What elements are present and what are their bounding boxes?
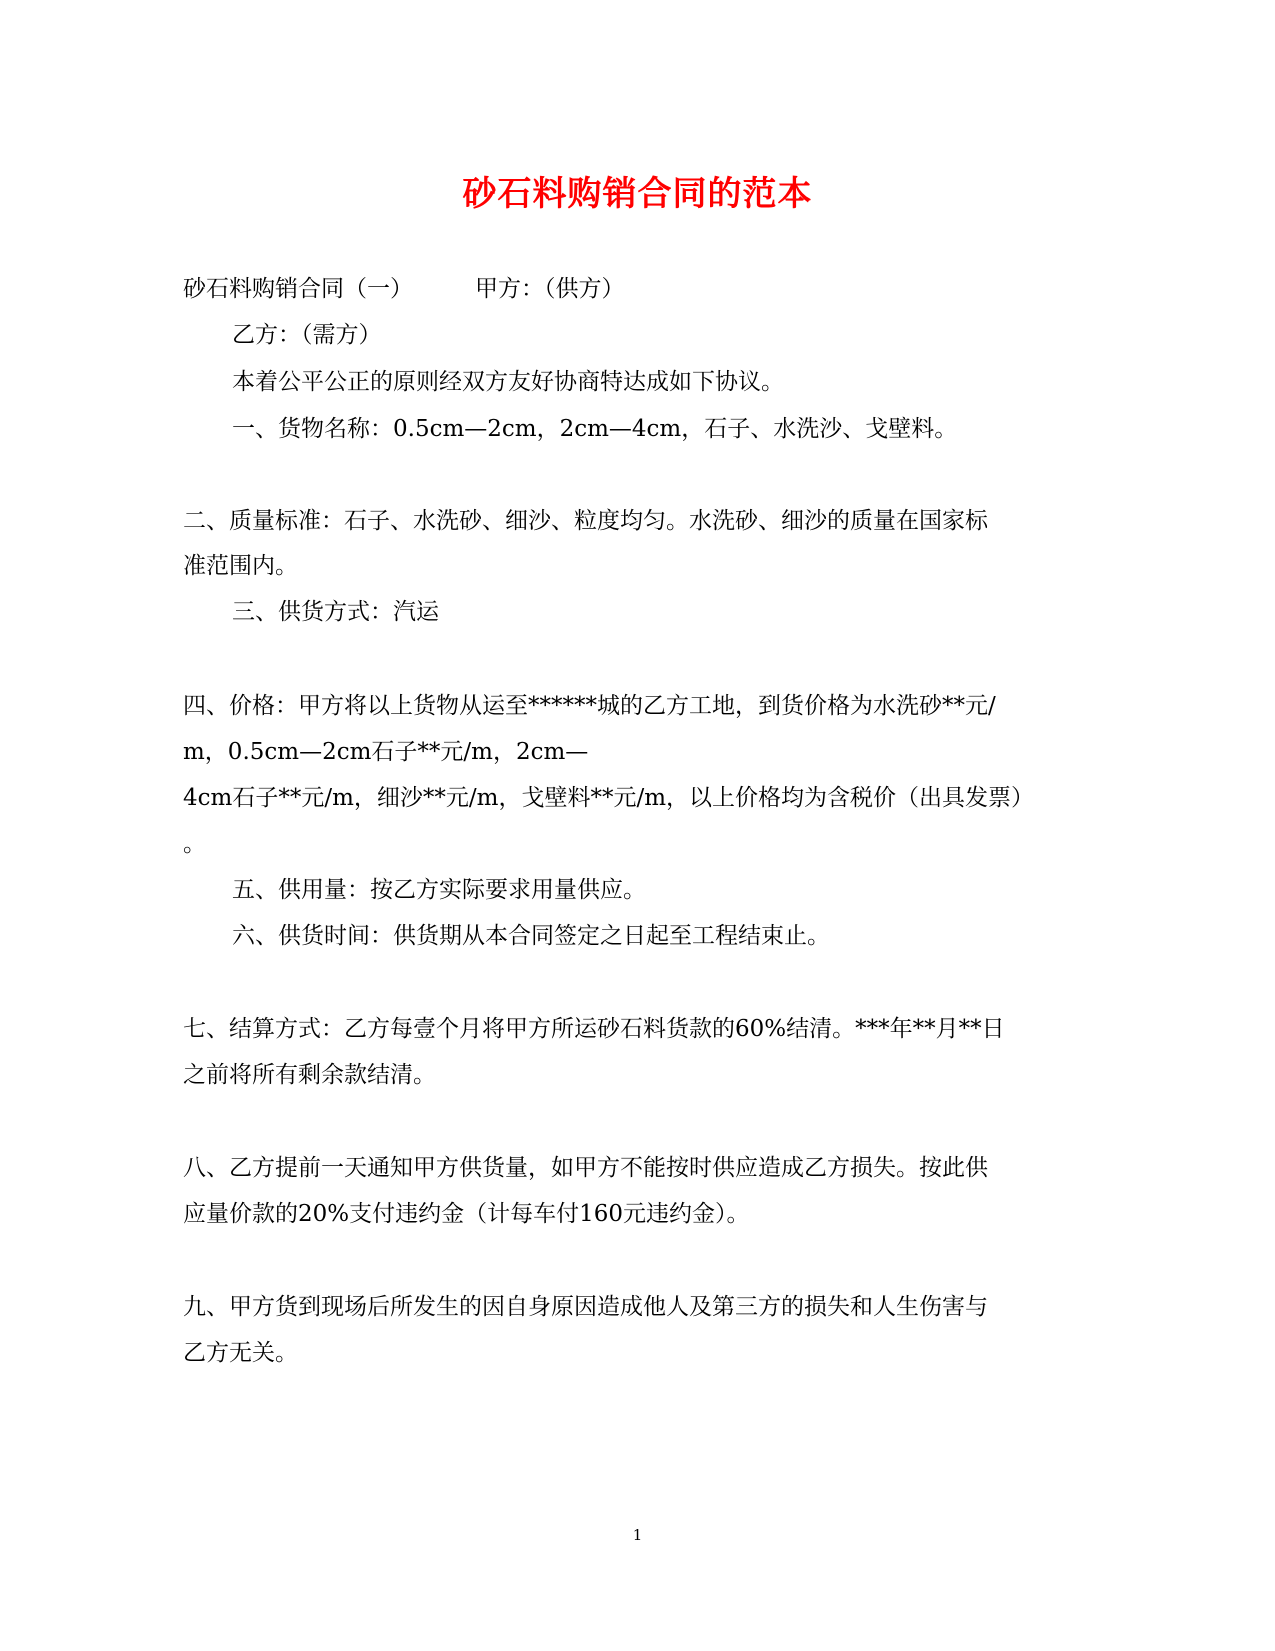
party-a-label: 甲方：（供方） <box>475 276 625 302</box>
clause-7-line-2: 之前将所有剩余款结清。 <box>183 1062 436 1088</box>
party-b-label: 乙方：（需方） <box>232 322 382 348</box>
clause-7-line-1: 七、结算方式：乙方每壹个月将甲方所运砂石料货款的60%结清。***年**月**日 <box>183 1016 1005 1042</box>
clause-4-line-1: 四、价格：甲方将以上货物从运至******城的乙方工地，到货价格为水洗砂**元/ <box>183 693 996 719</box>
intro-paragraph: 本着公平公正的原则经双方友好协商特达成如下协议。 <box>232 369 784 395</box>
clause-6-supply-time: 六、供货时间：供货期从本合同签定之日起至工程结束止。 <box>232 923 830 949</box>
clause-1-goods-name: 一、货物名称：0.5cm—2cm，2cm—4cm，石子、水洗沙、戈壁料。 <box>232 416 958 442</box>
clause-5-supply-quantity: 五、供用量：按乙方实际要求用量供应。 <box>232 877 646 903</box>
clause-8-line-1: 八、乙方提前一天通知甲方供货量，如甲方不能按时供应造成乙方损失。按此供 <box>183 1155 988 1181</box>
page-number: 1 <box>632 1526 643 1544</box>
clause-9-line-2: 乙方无关。 <box>183 1340 298 1366</box>
contract-subtitle: 砂石料购销合同（一） <box>183 276 413 302</box>
clause-2-line-1: 二、质量标准：石子、水洗砂、细沙、粒度均匀。水洗砂、细沙的质量在国家标 <box>183 508 988 534</box>
contract-header-row <box>183 273 625 305</box>
clause-9-line-1: 九、甲方货到现场后所发生的因自身原因造成他人及第三方的损失和人生伤害与 <box>183 1294 988 1320</box>
clause-4-line-2: m，0.5cm—2cm石子**元/m，2cm— <box>183 739 589 765</box>
clause-2-line-2: 准范围内。 <box>183 553 298 579</box>
document-title: 砂石料购销合同的范本 <box>462 174 813 214</box>
clause-4-line-4: 。 <box>183 831 206 857</box>
clause-8-line-2: 应量价款的20%支付违约金（计每车付160元违约金）。 <box>183 1201 750 1227</box>
clause-4-line-3: 4cm石子**元/m，细沙**元/m，戈壁料**元/m，以上价格均为含税价（出具发票） <box>183 785 1034 811</box>
clause-3-delivery-method: 三、供货方式：汽运 <box>232 599 439 625</box>
